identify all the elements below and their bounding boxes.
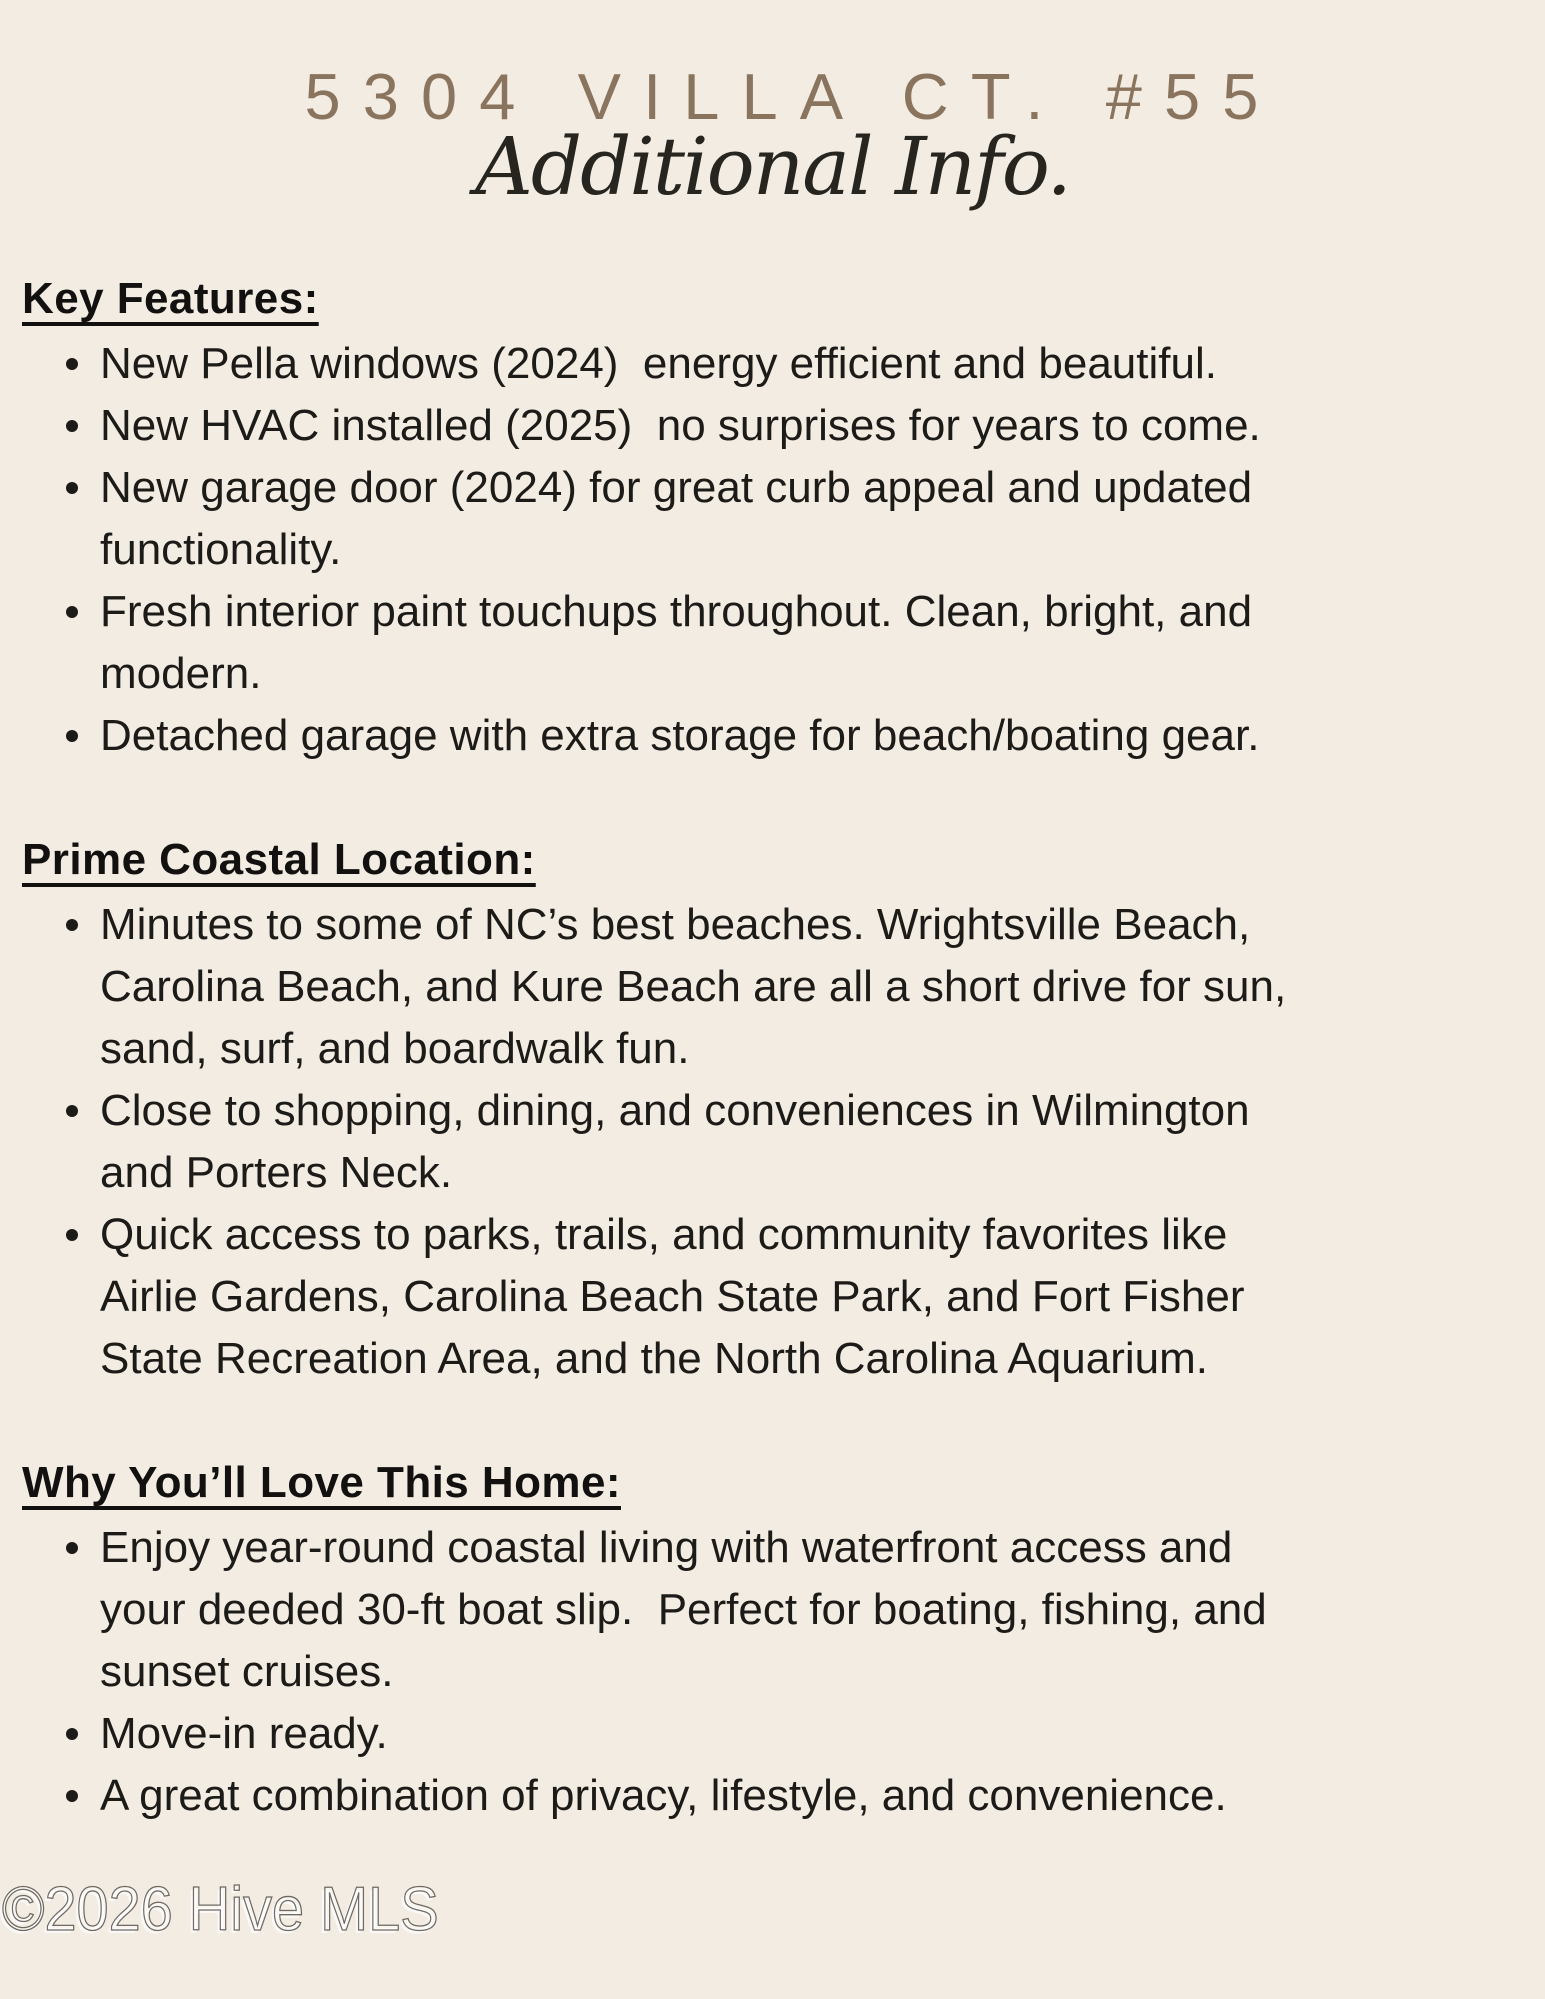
bullet-line: Quick access to parks, trails, and community favorites like [100,1210,1228,1259]
bullet-list [22,894,1515,1390]
section-heading: Key Features: [22,274,319,323]
bullet-line: modern. [100,649,262,698]
watermark: ©2026 Hive MLS [2,1875,439,1944]
bullet-line: New garage door (2024) for great curb appeal and updated [100,463,1253,512]
bullet-line: Fresh interior paint touchups throughout. Clean, bright, and [100,587,1253,636]
bullet-item [100,1080,1515,1204]
section-heading: Why You’ll Love This Home: [22,1458,621,1507]
bullet-item [100,1204,1515,1390]
section [22,834,1515,1390]
bullet-item [100,457,1515,581]
page-title: 5304 VILLA CT. #55 [304,60,1281,133]
bullet-line: sand, surf, and boardwalk fun. [100,1024,690,1073]
bullet-list [22,333,1515,767]
bullet-line: New Pella windows (2024) energy efficient and beautiful. [100,339,1217,388]
bullet-item [100,894,1515,1080]
bullet-item [100,1703,1515,1765]
bullet-line: functionality. [100,525,342,574]
bullet-line: Minutes to some of NC’s best beaches. Wrightsville Beach, [100,900,1251,949]
bullet-line: Enjoy year-round coastal living with waterfront access and [100,1523,1233,1572]
section [22,273,1515,767]
bullet-item [100,395,1515,457]
bullet-item [100,581,1515,705]
bullet-line: New HVAC installed (2025) no surprises for years to come. [100,401,1261,450]
bullet-line: Move-in ready. [100,1709,388,1758]
header [0,0,1545,217]
bullet-line: and Porters Neck. [100,1148,453,1197]
bullet-item [100,1765,1515,1827]
sections-container [0,273,1545,1827]
bullet-line: Detached garage with extra storage for beach/boating gear. [100,711,1260,760]
bullet-line: your deeded 30-ft boat slip. Perfect for boating, fishing, and [100,1585,1267,1634]
bullet-line: Close to shopping, dining, and conveniences in Wilmington [100,1086,1250,1135]
section [22,1457,1515,1827]
bullet-item [100,333,1515,395]
bullet-line: Carolina Beach, and Kure Beach are all a short drive for sun, [100,962,1287,1011]
section-heading: Prime Coastal Location: [22,835,536,884]
bullet-item [100,705,1515,767]
bullet-line: Airlie Gardens, Carolina Beach State Park, and Fort Fisher [100,1272,1245,1321]
bullet-line: sunset cruises. [100,1647,394,1696]
bullet-line: State Recreation Area, and the North Carolina Aquarium. [100,1334,1208,1383]
bullet-item [100,1517,1515,1703]
bullet-line: A great combination of privacy, lifestyle, and convenience. [100,1771,1227,1820]
bullet-list [22,1517,1515,1827]
page-subtitle-script: Additional Info. [475,120,1070,213]
